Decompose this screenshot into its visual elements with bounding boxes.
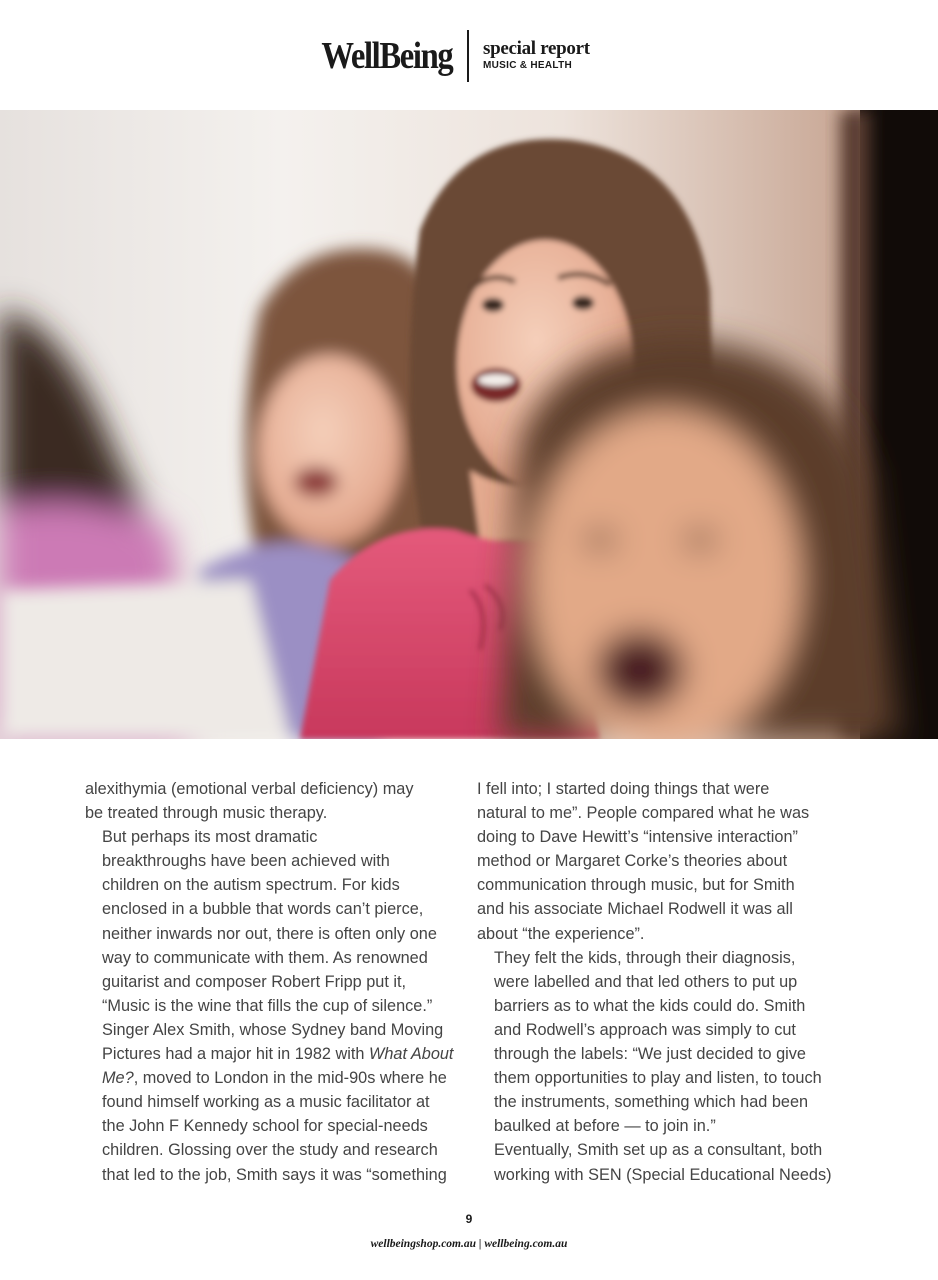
- photo-singing-girls-icon: [0, 110, 938, 739]
- paragraph: Eventually, Smith set up as a consultant, both working with SEN (Special Educational Needs): [494, 1141, 832, 1184]
- masthead: [0, 28, 938, 88]
- footer-separator: |: [478, 1238, 482, 1250]
- article-column-left: [85, 777, 463, 1187]
- section-title: special report: [483, 38, 590, 59]
- page-number: 9: [465, 1212, 473, 1226]
- album-title: What About: [368, 1045, 454, 1064]
- article-column-right: [477, 777, 861, 1187]
- paragraph: But perhaps its most dramatic breakthroughs have been achieved with children on the autism spectrum. For kids enclosed in a bubble that words can’t pierce, neither inwards nor out, there is often only one way to communicate with them. As renowned guitarist and composer Robert Fripp put it, “Music is the wine that fills the cup of silence.”: [102, 828, 437, 1015]
- section-subtitle: MUSIC & HEALTH: [483, 60, 573, 71]
- brand-logo[interactable]: WellBeing: [320, 35, 452, 77]
- section-label: [483, 38, 590, 72]
- hero-photo: [0, 110, 938, 739]
- header-divider: [467, 30, 469, 82]
- paragraph: Singer Alex Smith, whose Sydney band Moving Pictures had a major hit in 1982 with What About Me?, moved to London in the mid-90s where he found himself working as a music facilitator at the John F Kennedy school for special-needs children. Glossing over the study and research that led to the job, Smith says it was “something: [102, 1020, 454, 1184]
- paragraph: I fell into; I started doing things that were natural to me”. People compared what he was doing to Dave Hewitt’s “intensive interaction” method or Margaret Corke’s theories about communication through music, but for Smith and his associate Michael Rodwell it was all about “the experience”.: [477, 780, 810, 943]
- album-title: Me?: [102, 1069, 134, 1088]
- paragraph: alexithymia (emotional verbal deficiency) may be treated through music therapy.: [85, 780, 414, 823]
- paragraph: They felt the kids, through their diagnosis, were labelled and that led others to put up barriers as to what the kids could do. Smith and Rodwell’s approach was simply to cut through the labels: “We just decided to give them opportunities to play and listen, to touch the instruments, something which had been baulked at before — to join in.”: [494, 948, 822, 1136]
- footer-links: [0, 1238, 938, 1250]
- footer-link-site[interactable]: wellbeing.com.au: [484, 1238, 568, 1250]
- footer-link-shop[interactable]: wellbeingshop.com.au: [370, 1238, 477, 1250]
